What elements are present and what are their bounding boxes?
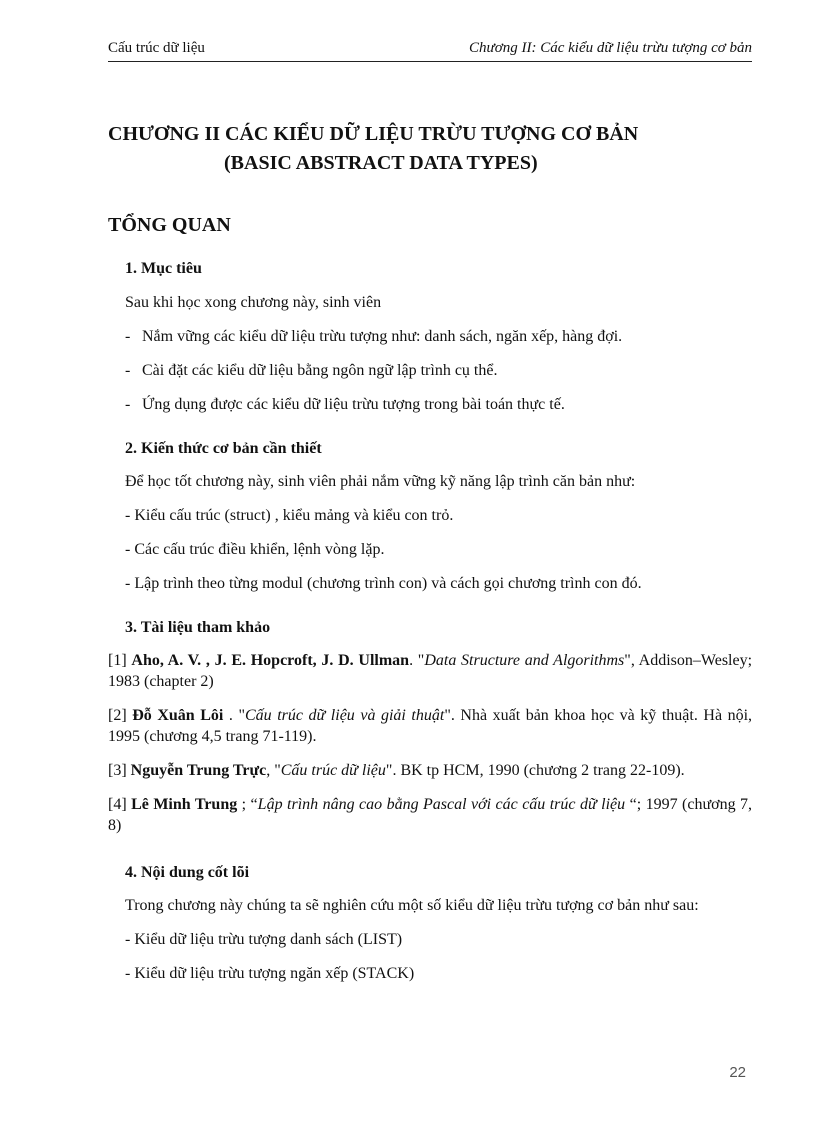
refs-heading: 3. Tài liệu tham khảo xyxy=(125,619,271,636)
prereq-heading: 2. Kiến thức cơ bản cần thiết xyxy=(125,440,322,457)
chapter-content xyxy=(108,258,752,984)
list-item: - Kiểu dữ liệu trừu tượng danh sách (LIST) xyxy=(125,931,403,948)
prereq-intro: Để học tốt chương này, sinh viên phải nắm vững kỹ năng lập trình căn bản như: xyxy=(125,473,636,490)
reference-item: [2] Đỗ Xuân Lôi . "Cấu trúc dữ liệu và giải thuật". Nhà xuất bản khoa học và kỹ thuật. Hà nội, 1995 (chương 4,5 trang 71-119). xyxy=(108,707,753,745)
list-item: - Các cấu trúc điều khiển, lệnh vòng lặp. xyxy=(125,541,385,558)
header-chapter-title: Chương II: Các kiểu dữ liệu trừu tượng cơ bản xyxy=(469,40,752,56)
list-item: - Cài đặt các kiểu dữ liệu bằng ngôn ngữ lập trình cụ thể. xyxy=(125,362,498,379)
goals-intro: Sau khi học xong chương này, sinh viên xyxy=(125,294,382,311)
overview-heading: TỔNG QUAN xyxy=(108,214,231,236)
page-number: 22 xyxy=(729,1064,746,1081)
list-item: - Nắm vững các kiểu dữ liệu trừu tượng như: danh sách, ngăn xếp, hàng đợi. xyxy=(125,328,623,345)
core-intro: Trong chương này chúng ta sẽ nghiên cứu một số kiểu dữ liệu trừu tượng cơ bản như sau: xyxy=(125,897,699,914)
chapter-title-line2: (BASIC ABSTRACT DATA TYPES) xyxy=(224,152,538,174)
chapter-title xyxy=(108,120,752,178)
reference-item: [3] Nguyễn Trung Trực, "Cấu trúc dữ liệu". BK tp HCM, 1990 (chương 2 trang 22-109). xyxy=(108,762,685,779)
list-item: - Kiểu cấu trúc (struct) , kiểu mảng và kiểu con trỏ. xyxy=(125,507,454,524)
core-heading: 4. Nội dung cốt lõi xyxy=(125,864,250,881)
page-header xyxy=(108,40,752,62)
reference-item: [1] Aho, A. V. , J. E. Hopcroft, J. D. Ullman. "Data Structure and Algorithms", Addison–Wesley; 1983 (chapter 2) xyxy=(108,652,753,690)
list-item: - Lập trình theo từng modul (chương trình con) và cách gọi chương trình con đó. xyxy=(125,575,642,592)
header-book-title: Cấu trúc dữ liệu xyxy=(108,40,205,56)
chapter-title-line1: CHƯƠNG II CÁC KIỂU DỮ LIỆU TRỪU TƯỢNG CƠ BẢN xyxy=(108,123,639,145)
list-item: - Kiểu dữ liệu trừu tượng ngăn xếp (STACK) xyxy=(125,965,415,982)
goals-heading: 1. Mục tiêu xyxy=(125,260,202,277)
list-item: - Ứng dụng được các kiểu dữ liệu trừu tượng trong bài toán thực tế. xyxy=(125,396,565,413)
reference-item: [4] Lê Minh Trung ; “Lập trình nâng cao bằng Pascal với các cấu trúc dữ liệu “; 1997 (chương 7, 8) xyxy=(108,796,753,834)
